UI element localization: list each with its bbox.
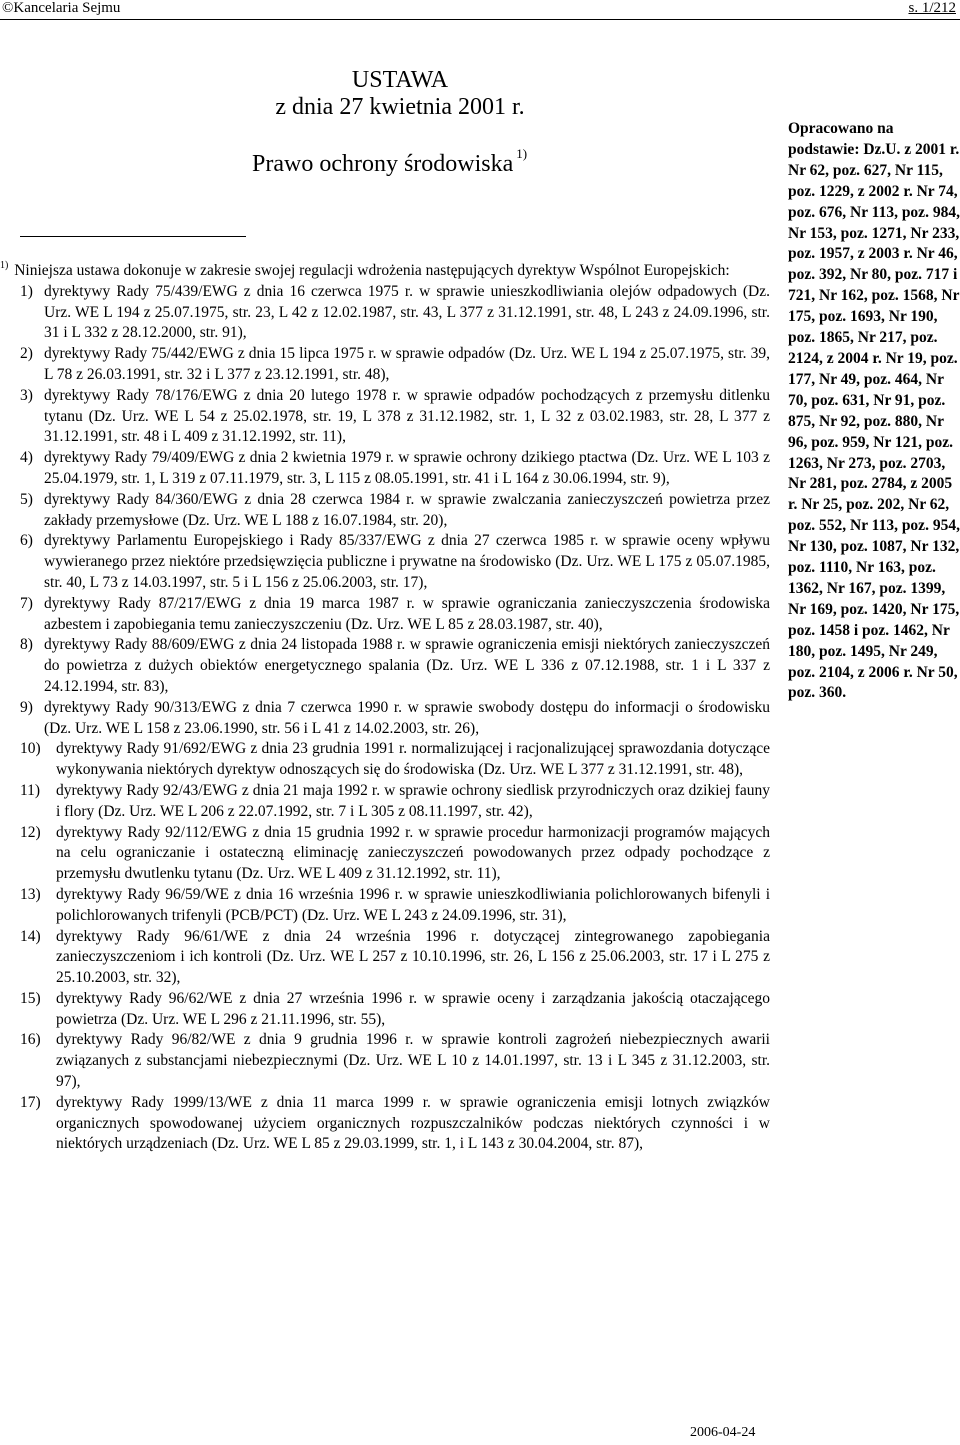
directive-number: 15) <box>20 989 41 1007</box>
directive-number: 11) <box>20 781 41 799</box>
directive-item <box>20 1093 770 1155</box>
directive-text: dyrektywy Rady 96/82/WE z dnia 9 grudnia 1996 r. w sprawie kontroli zagrożeń niebezpiecznych awarii związanych z substancjami niebezpiecznymi (Dz. Urz. WE L 10 z 14.01.1997, str. 13 i L 345 z 31.12.2003, str. 97), <box>56 1031 770 1091</box>
directive-list <box>20 282 770 1155</box>
act-title-heading <box>252 146 527 178</box>
footnote-divider <box>20 236 246 237</box>
directive-number: 13) <box>20 885 41 903</box>
directive-text: dyrektywy Rady 96/59/WE z dnia 16 września 1996 r. w sprawie unieszkodliwiania polichlorowanych bifenyli i polichlorowanych trifenyli (PCB/PCT) (Dz. Urz. WE L 243 z 24.09.1996, str. 31), <box>56 885 770 924</box>
directive-text: dyrektywy Rady 96/61/WE z dnia 24 września 1996 r. dotyczącej zintegrowanego zapobiegania zanieczyszczeniom i ich kontroli (Dz. Urz. WE L 257 z 10.10.1996, str. 26, L 156 z 25.06.2003, str. 17 i L 275 z 25.10.2003, str. 32), <box>56 927 770 987</box>
directive-text: dyrektywy Rady 75/439/EWG z dnia 16 czerwca 1975 r. w sprawie unieszkodliwiania olejów odpadowych (Dz. Urz. WE L 194 z 25.07.1975, str. 23, L 42 z 12.02.1987, str. 43, L 377 z 31.12.1991, str. 48, L 243 z 24.09.1996, str. 31 i L 332 z 28.12.2000, str. 91), <box>44 282 770 342</box>
directive-number: 17) <box>20 1093 41 1111</box>
directive-number: 10) <box>20 740 41 758</box>
footnote-reference[interactable]: 1) <box>516 146 528 161</box>
directive-item <box>20 448 770 490</box>
footnote-marker: 1) <box>0 260 9 271</box>
directive-text: dyrektywy Rady 87/217/EWG z dnia 19 marca 1987 r. w sprawie ograniczania zanieczyszczenia środowiska azbestem i zapobiegania temu zanieczyszczeniu (Dz. Urz. WE L 85 z 28.03.1987, str. 40), <box>44 594 770 633</box>
directive-item <box>20 635 770 697</box>
directive-number: 8) <box>20 636 33 654</box>
act-type-heading: USTAWA <box>351 67 449 93</box>
footnote-intro <box>0 256 770 282</box>
directive-item <box>20 594 770 636</box>
directive-number: 6) <box>20 532 33 550</box>
directive-text: dyrektywy Rady 88/609/EWG z dnia 24 listopada 1988 r. w sprawie ograniczenia emisji niektórych zanieczyszczeń do powietrza z dużych obiektów energetycznego spalania (Dz. Urz. WE L 336 z 07.12.1988, str. 1 i L 337 z 24.12.1994, str. 83), <box>44 636 770 695</box>
directive-item <box>20 927 770 989</box>
directive-text: dyrektywy Rady 78/176/EWG z dnia 20 lutego 1978 r. w sprawie odpadów pochodzących z przemysłu ditlenku tytanu (Dz. Urz. WE L 54 z 25.02.1978, str. 19, L 378 z 31.12.1982, str. 1, L 32 z 03.02.1983, str. 28, L 377 z 31.12.1991, str. 48 i L 409 z 31.12.1992, str. 11), <box>44 386 770 446</box>
directive-item <box>20 823 770 885</box>
directive-number: 1) <box>20 282 33 300</box>
directive-item <box>20 1030 770 1092</box>
act-title-text: Prawo ochrony środowiska <box>252 151 514 177</box>
header-divider <box>0 19 960 20</box>
act-date-heading: z dnia 27 kwietnia 2001 r. <box>275 94 525 120</box>
footnote-section <box>0 256 770 1155</box>
directive-text: dyrektywy Rady 91/692/EWG z dnia 23 grudnia 1991 r. normalizującej i racjonalizującej sprawozdania dotyczące wykonywania niektórych dyrektyw odnoszących się do środowiska (Dz. Urz. WE L 377 z 31.12.1991, str. 48), <box>56 740 770 779</box>
directive-text: dyrektywy Rady 75/442/EWG z dnia 15 lipca 1975 r. w sprawie odpadów (Dz. Urz. WE L 194 z 25.07.1975, str. 39, L 78 z 26.03.1991, str. 32 i L 377 z 23.12.1991, str. 48), <box>44 345 770 383</box>
directive-number: 5) <box>20 490 33 508</box>
footnote-intro-text: Niniejsza ustawa dokonuje w zakresie swojej regulacji wdrożenia następujących dyrektyw Wspólnot Europejskich: <box>14 262 730 279</box>
page-number-link[interactable]: s. 1/212 <box>908 0 956 16</box>
directive-number: 9) <box>20 698 33 716</box>
directive-text: dyrektywy Rady 92/43/EWG z dnia 21 maja 1992 r. w sprawie ochrony siedlisk przyrodniczych oraz dzikiej fauny i flory (Dz. Urz. WE L 206 z 22.07.1992, str. 7 i L 305 z 08.11.1997, str. 42), <box>56 781 770 820</box>
directive-text: dyrektywy Rady 96/62/WE z dnia 27 września 1996 r. w sprawie oceny i zarządzania jakością otaczającego powietrza (Dz. Urz. WE L 296 z 21.11.1996, str. 55), <box>56 989 770 1028</box>
directive-text: dyrektywy Rady 79/409/EWG z dnia 2 kwietnia 1979 r. w sprawie ochrony dzikiego ptactwa (Dz. Urz. WE L 103 z 25.04.1979, str. 1, L 319 z 07.11.1979, str. 3, L 115 z 08.05.1991, str. 41 i L 164 z 30.06.1994, str. 9), <box>44 449 770 487</box>
directive-text: dyrektywy Parlamentu Europejskiego i Rady 85/337/EWG z dnia 27 czerwca 1985 r. w sprawie oceny wpływu wywieranego przez niektóre przedsięwzięcia publiczne i prywatne na środowisko (Dz. Urz. WE L 175 z 05.07.1985, str. 40, L 73 z 14.03.1997, str. 5 i L 156 z 25.06.2003, str. 17), <box>44 532 770 591</box>
publisher-label: ©Kancelaria Sejmu <box>2 0 121 16</box>
directive-text: dyrektywy Rady 84/360/EWG z dnia 28 czerwca 1984 r. w sprawie zwalczania zanieczyszczeń powietrza przez zakłady przemysłowe (Dz. Urz. WE L 188 z 16.07.1984, str. 20), <box>44 490 770 529</box>
directive-item <box>20 739 770 781</box>
directive-number: 12) <box>20 823 41 841</box>
source-sidebar <box>788 119 960 704</box>
directive-text: dyrektywy Rady 1999/13/WE z dnia 11 marca 1999 r. w sprawie ograniczenia emisji lotnych związków organicznych spowodowanej użyciem organicznych rozpuszczalników podczas niektórych czynności i w niektórych urządzeniach (Dz. Urz. WE L 85 z 29.03.1999, str. 1, i L 143 z 30.04.2004, str. 87), <box>56 1093 770 1153</box>
directive-number: 4) <box>20 449 33 467</box>
directive-item <box>20 490 770 532</box>
directive-number: 14) <box>20 927 41 945</box>
directive-text: dyrektywy Rady 90/313/EWG z dnia 7 czerwca 1990 r. w sprawie swobody dostępu do informacji o środowisku (Dz. Urz. WE L 158 z 23.06.1990, str. 56 i L 41 z 14.02.2003, str. 26), <box>44 698 770 737</box>
document-date: 2006-04-24 <box>690 1425 756 1440</box>
directive-item <box>20 698 770 740</box>
directive-text: dyrektywy Rady 92/112/EWG z dnia 15 grudnia 1992 r. w sprawie procedur harmonizacji programów mających na celu ograniczanie i ostateczną eliminację zanieczyszczeń powodowanych przez odpady pochodzące z przemysłu dwutlenku tytanu (Dz. Urz. WE L 409 z 31.12.1992, str. 11), <box>56 823 770 883</box>
directive-item <box>20 344 770 386</box>
directive-item <box>20 885 770 927</box>
directive-item <box>20 531 770 593</box>
directive-number: 3) <box>20 386 33 404</box>
directive-number: 7) <box>20 594 33 612</box>
directive-number: 2) <box>20 345 33 363</box>
directive-item <box>20 781 770 823</box>
page-header <box>0 0 960 22</box>
source-note: Opracowano na podstawie: Dz.U. z 2001 r. Nr 62, poz. 627, Nr 115, poz. 1229, z 2002 r. Nr 74, poz. 676, Nr 113, poz. 984, Nr 153, poz. 1271, Nr 233, poz. 1957, z 2003 r. Nr 46, poz. 392, Nr 80, poz. 717 i 721, Nr 162, poz. 1568, Nr 175, poz. 1693, Nr 190, poz. 1865, Nr 217, poz. 2124, z 2004 r. Nr 19, poz. 177, Nr 49, poz. 464, Nr 70, poz. 631, Nr 91, poz. 875, Nr 92, poz. 880, Nr 96, poz. 959, Nr 121, poz. 1263, Nr 273, poz. 2703, Nr 281, poz. 2784, z 2005 r. Nr 25, poz. 202, Nr 62, poz. 552, Nr 113, poz. 954, Nr 130, poz. 1087, Nr 132, poz. 1110, Nr 163, poz. 1362, Nr 167, poz. 1399, Nr 169, poz. 1420, Nr 175, poz. 1458 i poz. 1462, Nr 180, poz. 1495, Nr 249, poz. 2104, z 2006 r. Nr 50, poz. 360. <box>788 120 960 702</box>
directive-item <box>20 282 770 344</box>
directive-number: 16) <box>20 1031 41 1049</box>
directive-item <box>20 989 770 1031</box>
directive-item <box>20 386 770 448</box>
